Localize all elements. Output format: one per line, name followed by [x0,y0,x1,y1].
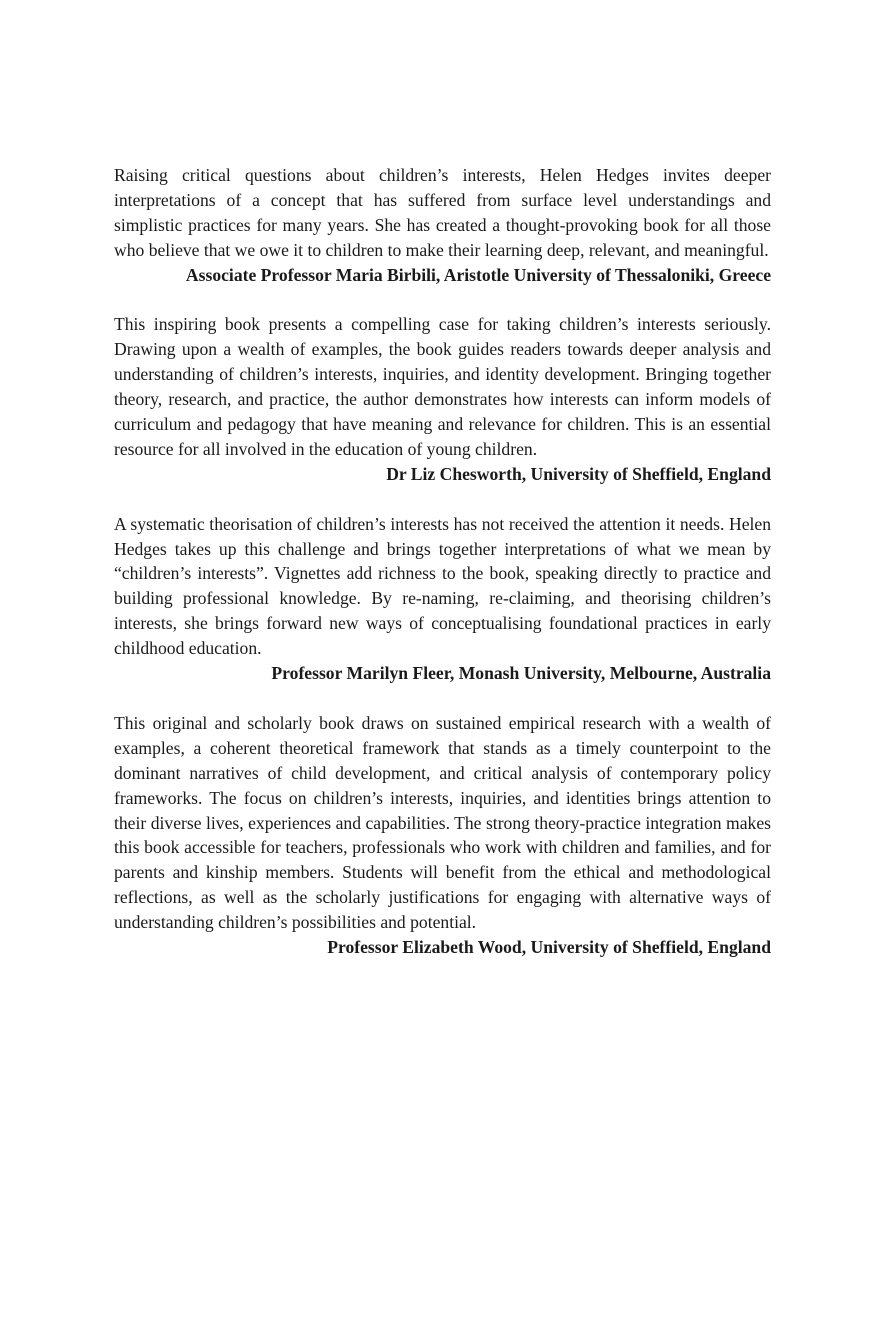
endorsement-attribution: Professor Elizabeth Wood, University of Sheffield, England [327,937,771,958]
endorsement [114,711,771,960]
endorsement-attribution: Dr Liz Chesworth, University of Sheffield, England [386,463,771,484]
endorsement-attribution: Professor Marilyn Fleer, Monash University, Melbourne, Australia [271,663,771,684]
endorsements-page [114,163,771,985]
endorsement-quote: This original and scholarly book draws on sustained empirical research with a wealth of examples, a coherent theoretical framework that stands as a timely counterpoint to the dominant narratives of child development, and critical analysis of contemporary policy frameworks. The focus on children’s interests, inquiries, and identities brings attention to their diverse lives, experiences and capabilities. The strong theory-practice integration makes this book accessible for teachers, professionals who work with children and families, and for parents and kinship members. Students will benefit from the ethical and methodological reflections, as well as the scholarly justifications for engaging with alternative ways of understanding children’s possibilities and potential. [114,712,771,933]
endorsement [114,312,771,486]
endorsement [114,512,771,686]
endorsement-attribution: Associate Professor Maria Birbili, Aristotle University of Thessaloniki, Greece [185,264,771,285]
endorsement-quote: Raising critical questions about children’s interests, Helen Hedges invites deeper interpretations of a concept that has suffered from surface level understandings and simplistic practices for many years. She has created a thought-provoking book for all those who believe that we owe it to children to make their learning deep, relevant, and meaningful. [114,165,771,260]
endorsement [114,163,771,288]
endorsement-quote: This inspiring book presents a compelling case for taking children’s interests seriously. Drawing upon a wealth of examples, the book guides readers towards deeper analysis and understanding of children’s interests, inquiries, and identity development. Bringing together theory, research, and practice, the author demonstrates how interests can inform models of curriculum and pedagogy that have meaning and relevance for children. This is an essential resource for all involved in the education of young children. [114,314,771,459]
endorsement-quote: A systematic theorisation of children’s interests has not received the attention it needs. Helen Hedges takes up this challenge and brings together interpretations of what we mean by “children’s interests”. Vignettes add richness to the book, speaking directly to practice and building professional knowledge. By re-naming, re-claiming, and theorising children’s interests, she brings forward new ways of conceptualising foundational practices in early childhood education. [114,513,771,659]
